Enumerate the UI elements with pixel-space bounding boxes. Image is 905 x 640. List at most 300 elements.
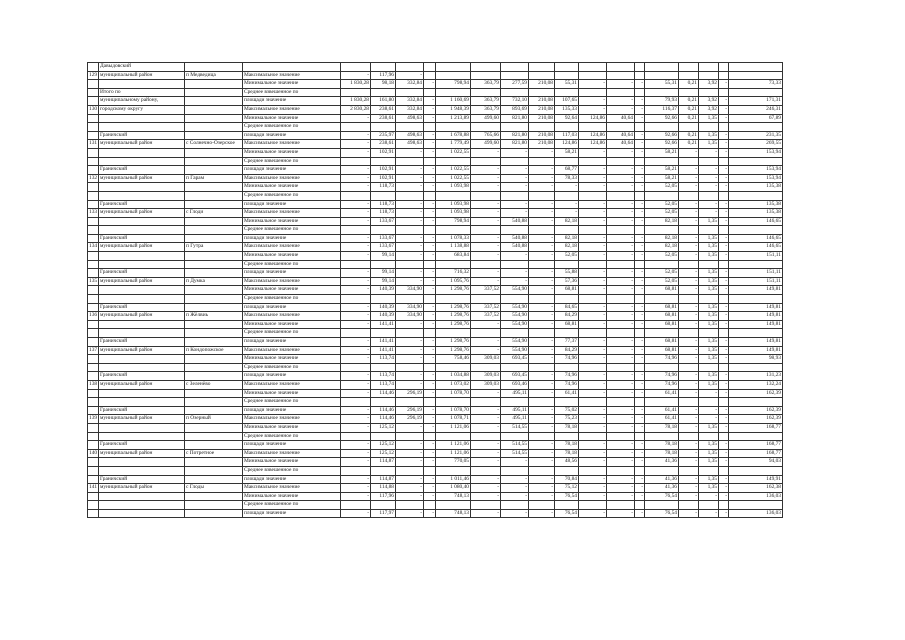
value-cell: 1 022,55	[436, 166, 471, 175]
value-cell: -	[424, 252, 436, 261]
value-cell	[501, 226, 529, 235]
value-cell: -	[396, 277, 424, 286]
value-cell	[679, 226, 699, 235]
value-cell: 1 078,71	[436, 415, 471, 424]
value-cell: -	[396, 71, 424, 80]
value-cell: -	[529, 423, 555, 432]
value-cell: -	[529, 234, 555, 243]
value-cell: -	[579, 441, 607, 450]
value-cell	[635, 466, 645, 475]
value-cell: -	[679, 458, 699, 467]
indicator-cell: Максимальное значение	[243, 449, 341, 458]
row-number-cell	[88, 492, 99, 501]
table-row	[88, 88, 783, 97]
value-cell: -	[529, 303, 555, 312]
value-cell	[729, 363, 783, 372]
district-cell: муниципальный район	[99, 243, 185, 252]
value-cell: -	[719, 131, 729, 140]
value-cell: -	[607, 234, 635, 243]
indicator-cell: Минимальное значение	[243, 492, 341, 501]
value-cell: 149,81	[729, 338, 783, 347]
value-cell: 821,80	[501, 131, 529, 140]
value-cell	[645, 157, 679, 166]
value-cell: 133,67	[371, 217, 396, 226]
locality-cell: с Зеленёво	[185, 380, 243, 389]
district-cell: муниципальный район	[99, 174, 185, 183]
value-cell: 495,11	[501, 415, 529, 424]
value-cell	[341, 329, 371, 338]
district-cell: Граничский	[99, 303, 185, 312]
value-cell: 168,77	[729, 423, 783, 432]
value-cell	[679, 363, 699, 372]
value-cell: -	[635, 148, 645, 157]
value-cell: 78,18	[555, 441, 579, 450]
value-cell: -	[607, 441, 635, 450]
value-cell	[424, 398, 436, 407]
value-cell: 114,88	[371, 484, 396, 493]
indicator-cell: Максимальное значение	[243, 243, 341, 252]
indicator-cell: Минимальное значение	[243, 320, 341, 329]
locality-cell: п Медведица	[185, 71, 243, 80]
value-cell	[371, 88, 396, 97]
indicator-cell: Среднее взвешенное по	[243, 501, 341, 510]
value-cell: -	[679, 415, 699, 424]
value-cell: -	[579, 338, 607, 347]
indicator-cell: Минимальное значение	[243, 148, 341, 157]
locality-cell	[185, 252, 243, 261]
value-cell	[635, 260, 645, 269]
value-cell: -	[529, 183, 555, 192]
value-cell: -	[396, 252, 424, 261]
value-cell: 332,84	[396, 80, 424, 89]
value-cell: 1 678,88	[436, 131, 471, 140]
value-cell: -	[607, 269, 635, 278]
value-cell	[471, 466, 501, 475]
value-cell: -	[424, 458, 436, 467]
value-cell	[436, 71, 471, 80]
value-cell: -	[529, 389, 555, 398]
value-cell: 146,65	[729, 243, 783, 252]
value-cell: -	[579, 209, 607, 218]
value-cell: 141,41	[371, 346, 396, 355]
value-cell: -	[635, 217, 645, 226]
value-cell: 498,63	[396, 140, 424, 149]
indicator-cell: Среднее взвешенное по	[243, 123, 341, 132]
value-cell: 1 121,06	[436, 423, 471, 432]
value-cell: 74,96	[645, 380, 679, 389]
value-cell: 309,03	[471, 355, 501, 364]
value-cell	[371, 466, 396, 475]
locality-cell	[185, 105, 243, 114]
value-cell: 162,38	[729, 484, 783, 493]
indicator-cell: площади значение	[243, 200, 341, 209]
value-cell	[719, 191, 729, 200]
row-number-cell	[88, 355, 99, 364]
value-cell	[679, 88, 699, 97]
value-cell	[635, 63, 645, 72]
value-cell	[729, 398, 783, 407]
value-cell: -	[607, 286, 635, 295]
value-cell: 76,54	[555, 492, 579, 501]
value-cell: 58,21	[645, 148, 679, 157]
value-cell: -	[635, 346, 645, 355]
table-row	[88, 226, 783, 235]
value-cell: -	[635, 423, 645, 432]
value-cell: 75,12	[555, 484, 579, 493]
value-cell: -	[471, 415, 501, 424]
value-cell: 554,90	[501, 346, 529, 355]
value-cell: 1 093,98	[436, 200, 471, 209]
value-cell	[699, 432, 719, 441]
value-cell	[396, 226, 424, 235]
value-cell: 52,05	[645, 269, 679, 278]
value-cell: -	[719, 475, 729, 484]
value-cell: -	[719, 174, 729, 183]
value-cell: -	[719, 183, 729, 192]
value-cell: 149,81	[729, 320, 783, 329]
value-cell: 235,97	[371, 131, 396, 140]
value-cell: 135,33	[555, 105, 579, 114]
row-number-cell	[88, 97, 99, 106]
row-number-cell	[88, 423, 99, 432]
value-cell: -	[396, 148, 424, 157]
locality-cell	[185, 475, 243, 484]
value-cell: -	[529, 415, 555, 424]
value-cell: -	[471, 277, 501, 286]
value-cell: -	[341, 243, 371, 252]
value-cell: 52,05	[645, 183, 679, 192]
value-cell: 52,05	[645, 277, 679, 286]
value-cell: -	[424, 406, 436, 415]
value-cell: -	[679, 423, 699, 432]
value-cell: 1 298,76	[436, 338, 471, 347]
value-cell: -	[635, 492, 645, 501]
value-cell: -	[719, 406, 729, 415]
value-cell: 55,88	[555, 269, 579, 278]
value-cell: -	[341, 234, 371, 243]
value-cell: -	[396, 484, 424, 493]
district-cell: муниципальный район	[99, 415, 185, 424]
value-cell	[424, 432, 436, 441]
value-cell: 77,37	[555, 338, 579, 347]
value-cell	[424, 329, 436, 338]
value-cell	[555, 501, 579, 510]
value-cell: -	[341, 458, 371, 467]
locality-cell	[185, 372, 243, 381]
value-cell	[645, 191, 679, 200]
value-cell: 337,52	[471, 312, 501, 321]
value-cell	[607, 88, 635, 97]
value-cell	[555, 157, 579, 166]
row-number-cell	[88, 234, 99, 243]
value-cell: 82,18	[645, 234, 679, 243]
indicator-cell: площади значение	[243, 166, 341, 175]
value-cell: -	[607, 80, 635, 89]
value-cell: -	[501, 458, 529, 467]
value-cell: -	[396, 449, 424, 458]
value-cell: -	[719, 209, 729, 218]
value-cell: -	[341, 269, 371, 278]
value-cell: -	[679, 303, 699, 312]
value-cell	[607, 295, 635, 304]
value-cell	[555, 71, 579, 80]
locality-cell	[185, 458, 243, 467]
table-row	[88, 338, 783, 347]
value-cell: 140,39	[371, 303, 396, 312]
value-cell: 246,31	[729, 105, 783, 114]
value-cell: 1,35	[699, 114, 719, 123]
value-cell	[341, 501, 371, 510]
value-cell	[719, 432, 729, 441]
value-cell: 68,81	[645, 338, 679, 347]
value-cell: 113,74	[371, 355, 396, 364]
value-cell: -	[424, 148, 436, 157]
row-number-cell	[88, 475, 99, 484]
value-cell: -	[471, 484, 501, 493]
value-cell: -	[341, 389, 371, 398]
value-cell: -	[471, 166, 501, 175]
indicator-cell: Максимальное значение	[243, 209, 341, 218]
locality-cell: п Озерный	[185, 415, 243, 424]
value-cell	[341, 398, 371, 407]
table-row	[88, 415, 783, 424]
row-number-cell	[88, 166, 99, 175]
value-cell	[424, 191, 436, 200]
value-cell: -	[579, 389, 607, 398]
value-cell	[719, 260, 729, 269]
value-cell: -	[529, 458, 555, 467]
value-cell: 1 073,02	[436, 380, 471, 389]
value-cell	[501, 63, 529, 72]
value-cell: 82,18	[645, 243, 679, 252]
value-cell: 133,67	[371, 243, 396, 252]
value-cell: 1,35	[699, 312, 719, 321]
value-cell: -	[424, 105, 436, 114]
value-cell	[579, 63, 607, 72]
value-cell: 758,46	[436, 355, 471, 364]
locality-cell: п Кондопожское	[185, 346, 243, 355]
indicator-cell: Среднее взвешенное по	[243, 363, 341, 372]
value-cell	[607, 260, 635, 269]
value-cell: -	[529, 286, 555, 295]
indicator-cell: Минимальное значение	[243, 183, 341, 192]
value-cell: 332,84	[396, 97, 424, 106]
value-cell	[645, 329, 679, 338]
indicator-cell: площади значение	[243, 131, 341, 140]
district-cell	[99, 458, 185, 467]
value-cell	[529, 295, 555, 304]
value-cell	[424, 71, 436, 80]
value-cell: -	[607, 380, 635, 389]
value-cell: 118,73	[371, 183, 396, 192]
value-cell: -	[635, 320, 645, 329]
table-row	[88, 389, 783, 398]
row-number-cell	[88, 157, 99, 166]
value-cell: 514,55	[501, 423, 529, 432]
value-cell: -	[501, 166, 529, 175]
value-cell: -	[719, 114, 729, 123]
value-cell: -	[679, 441, 699, 450]
value-cell: -	[607, 243, 635, 252]
value-cell: -	[529, 372, 555, 381]
value-cell	[645, 501, 679, 510]
value-cell: 309,03	[471, 380, 501, 389]
district-cell: муниципальный район	[99, 209, 185, 218]
table-row	[88, 406, 783, 415]
district-cell	[99, 398, 185, 407]
table-row	[88, 320, 783, 329]
value-cell: -	[424, 174, 436, 183]
value-cell: -	[635, 140, 645, 149]
value-cell: 125,12	[371, 423, 396, 432]
value-cell: 114,46	[371, 389, 396, 398]
table-row	[88, 484, 783, 493]
value-cell	[699, 226, 719, 235]
value-cell: -	[396, 355, 424, 364]
value-cell: 78,18	[645, 449, 679, 458]
value-cell: 334,90	[396, 312, 424, 321]
value-cell: -	[719, 355, 729, 364]
value-cell: -	[529, 312, 555, 321]
value-cell: 168,77	[729, 441, 783, 450]
value-cell: 57,36	[555, 277, 579, 286]
value-cell: -	[529, 217, 555, 226]
value-cell: 140,39	[371, 312, 396, 321]
indicator-cell: Минимальное значение	[243, 114, 341, 123]
value-cell	[529, 501, 555, 510]
value-cell: -	[501, 509, 529, 518]
value-cell	[699, 398, 719, 407]
value-cell	[529, 123, 555, 132]
value-cell: 296,19	[396, 389, 424, 398]
value-cell	[436, 295, 471, 304]
value-cell: -	[529, 484, 555, 493]
value-cell: 238,61	[371, 140, 396, 149]
value-cell	[396, 329, 424, 338]
value-cell: -	[579, 492, 607, 501]
value-cell: -	[679, 269, 699, 278]
value-cell: -	[607, 97, 635, 106]
value-cell: 210,08	[529, 131, 555, 140]
value-cell: -	[529, 492, 555, 501]
row-number-cell	[88, 389, 99, 398]
locality-cell	[185, 501, 243, 510]
value-cell: -	[635, 174, 645, 183]
value-cell: 70,84	[555, 475, 579, 484]
value-cell: -	[341, 252, 371, 261]
value-cell: -	[471, 209, 501, 218]
district-cell	[99, 466, 185, 475]
value-cell: -	[341, 131, 371, 140]
value-cell: 116,37	[645, 105, 679, 114]
value-cell: 1,35	[699, 217, 719, 226]
value-cell: 363,79	[471, 80, 501, 89]
locality-cell	[185, 441, 243, 450]
value-cell: -	[679, 252, 699, 261]
value-cell: -	[679, 277, 699, 286]
value-cell: 117,96	[371, 492, 396, 501]
value-cell: -	[341, 406, 371, 415]
value-cell: 238,61	[371, 114, 396, 123]
value-cell: 693,45	[501, 355, 529, 364]
value-cell	[719, 63, 729, 72]
indicator-cell: Среднее взвешенное по	[243, 466, 341, 475]
value-cell: 1 093,98	[436, 183, 471, 192]
value-cell	[424, 295, 436, 304]
row-number-cell	[88, 295, 99, 304]
value-cell: -	[635, 105, 645, 114]
value-cell	[679, 501, 699, 510]
value-cell	[529, 191, 555, 200]
value-cell	[501, 363, 529, 372]
value-cell	[341, 432, 371, 441]
value-cell: 151,11	[729, 277, 783, 286]
value-cell: 113,74	[371, 380, 396, 389]
value-cell: -	[471, 269, 501, 278]
district-cell: муниципальный район	[99, 312, 185, 321]
value-cell: 1,35	[699, 346, 719, 355]
value-cell: 3,92	[699, 80, 719, 89]
value-cell: -	[529, 174, 555, 183]
value-cell	[719, 123, 729, 132]
value-cell: -	[341, 415, 371, 424]
value-cell: -	[579, 217, 607, 226]
value-cell: 68,81	[645, 320, 679, 329]
table-row	[88, 114, 783, 123]
district-cell	[99, 329, 185, 338]
value-cell	[719, 466, 729, 475]
value-cell: -	[679, 389, 699, 398]
district-cell	[99, 501, 185, 510]
value-cell: -	[471, 243, 501, 252]
value-cell	[371, 63, 396, 72]
value-cell: -	[679, 509, 699, 518]
value-cell: 58,21	[645, 174, 679, 183]
value-cell: 1 298,76	[436, 286, 471, 295]
row-number-cell	[88, 509, 99, 518]
value-cell: 683,84	[436, 252, 471, 261]
table-row	[88, 277, 783, 286]
value-cell: -	[529, 209, 555, 218]
value-cell: 1 080,40	[436, 484, 471, 493]
value-cell	[699, 191, 719, 200]
value-cell: -	[699, 200, 719, 209]
value-cell: 1,35	[699, 234, 719, 243]
value-cell	[699, 157, 719, 166]
value-cell	[424, 363, 436, 372]
value-cell: -	[679, 320, 699, 329]
indicator-cell: Минимальное значение	[243, 458, 341, 467]
value-cell: -	[471, 338, 501, 347]
table-body	[88, 63, 783, 518]
value-cell: 1 779,49	[436, 140, 471, 149]
district-cell	[99, 432, 185, 441]
value-cell: -	[679, 174, 699, 183]
value-cell: 161,80	[371, 97, 396, 106]
indicator-cell: площади значение	[243, 234, 341, 243]
value-cell: -	[579, 484, 607, 493]
value-cell	[529, 226, 555, 235]
value-cell: -	[635, 252, 645, 261]
row-number-cell: 135	[88, 277, 99, 286]
value-cell: -	[607, 166, 635, 175]
value-cell: -	[529, 252, 555, 261]
value-cell: 1,35	[699, 131, 719, 140]
district-cell: муниципальный район	[99, 484, 185, 493]
district-cell	[99, 363, 185, 372]
value-cell	[471, 363, 501, 372]
value-cell: -	[719, 312, 729, 321]
